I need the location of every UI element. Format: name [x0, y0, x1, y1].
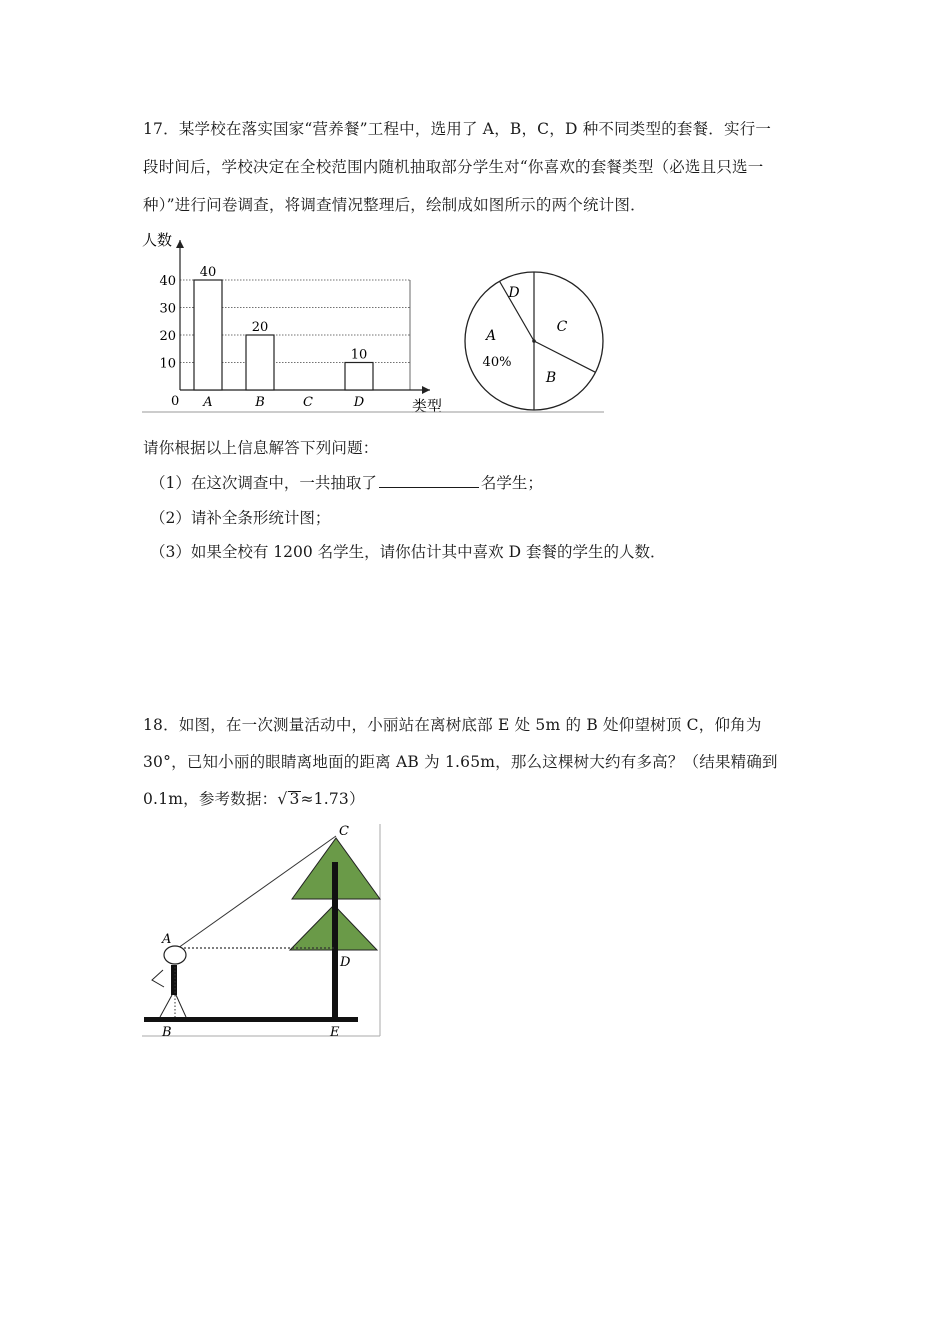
person-body [171, 965, 177, 995]
bar-data-label-D: 10 [350, 347, 368, 363]
q17-line-1: 17．某学校在落实国家“营养餐”工程中，选用了 A，B，C，D 种不同类型的套餐．实行一 [143, 120, 772, 138]
x-tick-label-D: D [353, 395, 365, 410]
y-tick-label-10: 10 [159, 356, 176, 372]
bar-data-label-A: 40 [199, 265, 217, 280]
y-axis-label: 人数 [142, 231, 173, 249]
pie-label-A: A [485, 328, 497, 344]
q17-sub-2: （2）请补全条形统计图； [150, 509, 331, 527]
x-axis-label: 类型 [412, 397, 443, 415]
bar-data-label-B: 20 [251, 320, 269, 335]
q18-line-2: 30°，已知小丽的眼睛离地面的距离 AB 为 1.65m，那么这棵树大约有多高？（结果精确到 [143, 753, 778, 771]
y-tick-label-0: 0 [171, 394, 180, 409]
pie-label-C: C [556, 319, 568, 335]
q17-sub-3: （3）如果全校有 1200 名学生，请你估计其中喜欢 D 套餐的学生的人数． [150, 543, 666, 561]
x-axis-arrow [422, 386, 430, 394]
pie-center [532, 339, 536, 343]
bar-D [345, 363, 373, 391]
x-tick-label-A: A [203, 395, 213, 410]
label-c: C [339, 824, 349, 839]
label-e: E [330, 1025, 340, 1038]
y-tick-label-30: 30 [159, 301, 176, 317]
q17-line-2: 段时间后，学校决定在全校范围内随机抽取部分学生对“你喜欢的套餐类型（必选且只选一 [143, 158, 764, 176]
pie-label-D: D [508, 285, 520, 301]
person-leg-left [160, 995, 172, 1017]
person-leg-right [176, 995, 186, 1017]
pie-annotation-a-percent: 40% [482, 355, 512, 370]
pie-chart [465, 272, 603, 410]
tree-trunk [332, 862, 338, 1020]
bar-B [246, 335, 274, 390]
bar-A [194, 280, 222, 390]
label-b: B [162, 1025, 172, 1038]
q17-sub-1-pre: （1）在这次调查中，一共抽取了 [150, 474, 377, 492]
q17-prompt: 请你根据以上信息解答下列问题： [143, 439, 379, 457]
sqrt-sign: √ [277, 790, 288, 808]
q18-figure [140, 822, 382, 1038]
y-tick-label-20: 20 [159, 329, 176, 344]
q17-sub-1 [150, 471, 543, 493]
sqrt-radicand: 3 [289, 790, 300, 808]
q17-line-3: 种）”进行问卷调查，将调查情况整理后，绘制成如图所示的两个统计图． [143, 196, 646, 214]
ground-line [144, 1017, 358, 1022]
person-head [164, 946, 186, 964]
label-a: A [162, 932, 172, 947]
x-tick-label-B: B [255, 395, 265, 410]
bar-chart [142, 231, 442, 415]
q17-figures [140, 228, 610, 418]
label-d: D [340, 955, 351, 970]
person-arm [152, 970, 164, 987]
pie-label-B: B [545, 370, 557, 386]
answer-blank[interactable] [379, 473, 479, 488]
y-axis-arrow [176, 240, 184, 248]
q18-line-3-pre: 0.1m，参考数据： [143, 790, 278, 808]
q18-line-1: 18．如图，在一次测量活动中，小丽站在离树底部 E 处 5m 的 B 处仰望树顶 C，仰角为 [143, 716, 762, 734]
y-tick-label-40: 40 [159, 274, 176, 289]
q17-sub-1-post: 名学生； [480, 474, 543, 492]
q18-line-3 [143, 787, 365, 809]
q18-line-3-post: ≈1.73） [300, 790, 365, 808]
x-tick-label-C: C [303, 395, 313, 410]
